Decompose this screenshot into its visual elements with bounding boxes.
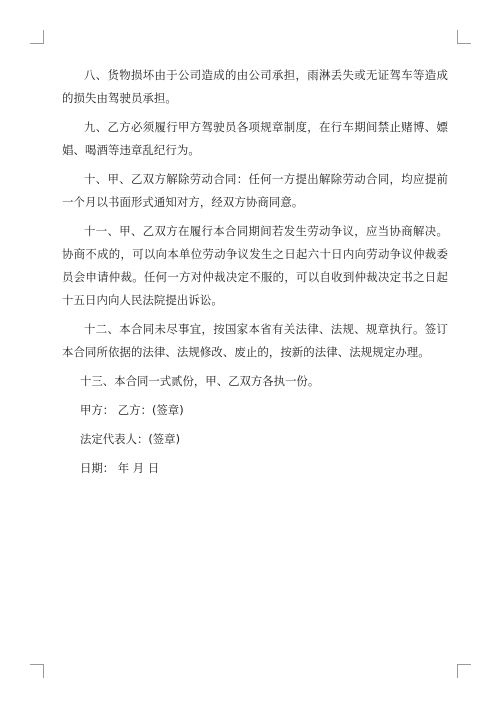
document-body [62, 64, 448, 486]
signature-legal-representative: 法定代表人：(签章) [80, 432, 181, 446]
signature-parties: 甲方： 乙方：(签章) [80, 403, 184, 417]
corner-crop-mark-bottom-left [30, 664, 44, 678]
clause-11: 十一、甲、乙双方在履行本合同期间若发生劳动争议，应当协商解决。协商不成的，可以向本单位劳动争议发生之日起六十日内向劳动争议仲裁委员会申请仲裁。任何一方对仲裁决定不服的，可以自收到仲裁决定书之日起十五日内向人民法院提出诉讼。 [62, 224, 448, 307]
corner-crop-mark-bottom-right [457, 664, 471, 678]
clause-10: 十、甲、乙双方解除劳动合同：任何一方提出解除劳动合同，均应提前一个月以书面形式通知对方，经双方协商同意。 [62, 172, 448, 209]
clause-12: 十二、本合同未尽事宜，按国家本省有关法律、法规、规章执行。签订本合同所依据的法律、法规修改、废止的，按新的法律、法规规定办理。 [62, 322, 448, 359]
clause-13: 十三、本合同一式贰份，甲、乙双方各执一份。 [80, 374, 320, 388]
clause-8: 八、货物损坏由于公司造成的由公司承担，雨淋丢失或无证驾车等造成的损失由驾驶员承担。 [62, 68, 448, 105]
signature-date: 日期： 年 月 日 [80, 461, 160, 475]
clause-9: 九、乙方必须履行甲方驾驶员各项规章制度，在行车期间禁止赌博、嫖娼、喝酒等违章乱纪行为。 [62, 120, 448, 157]
corner-crop-mark-top-right [457, 30, 471, 44]
corner-crop-mark-top-left [30, 30, 44, 44]
